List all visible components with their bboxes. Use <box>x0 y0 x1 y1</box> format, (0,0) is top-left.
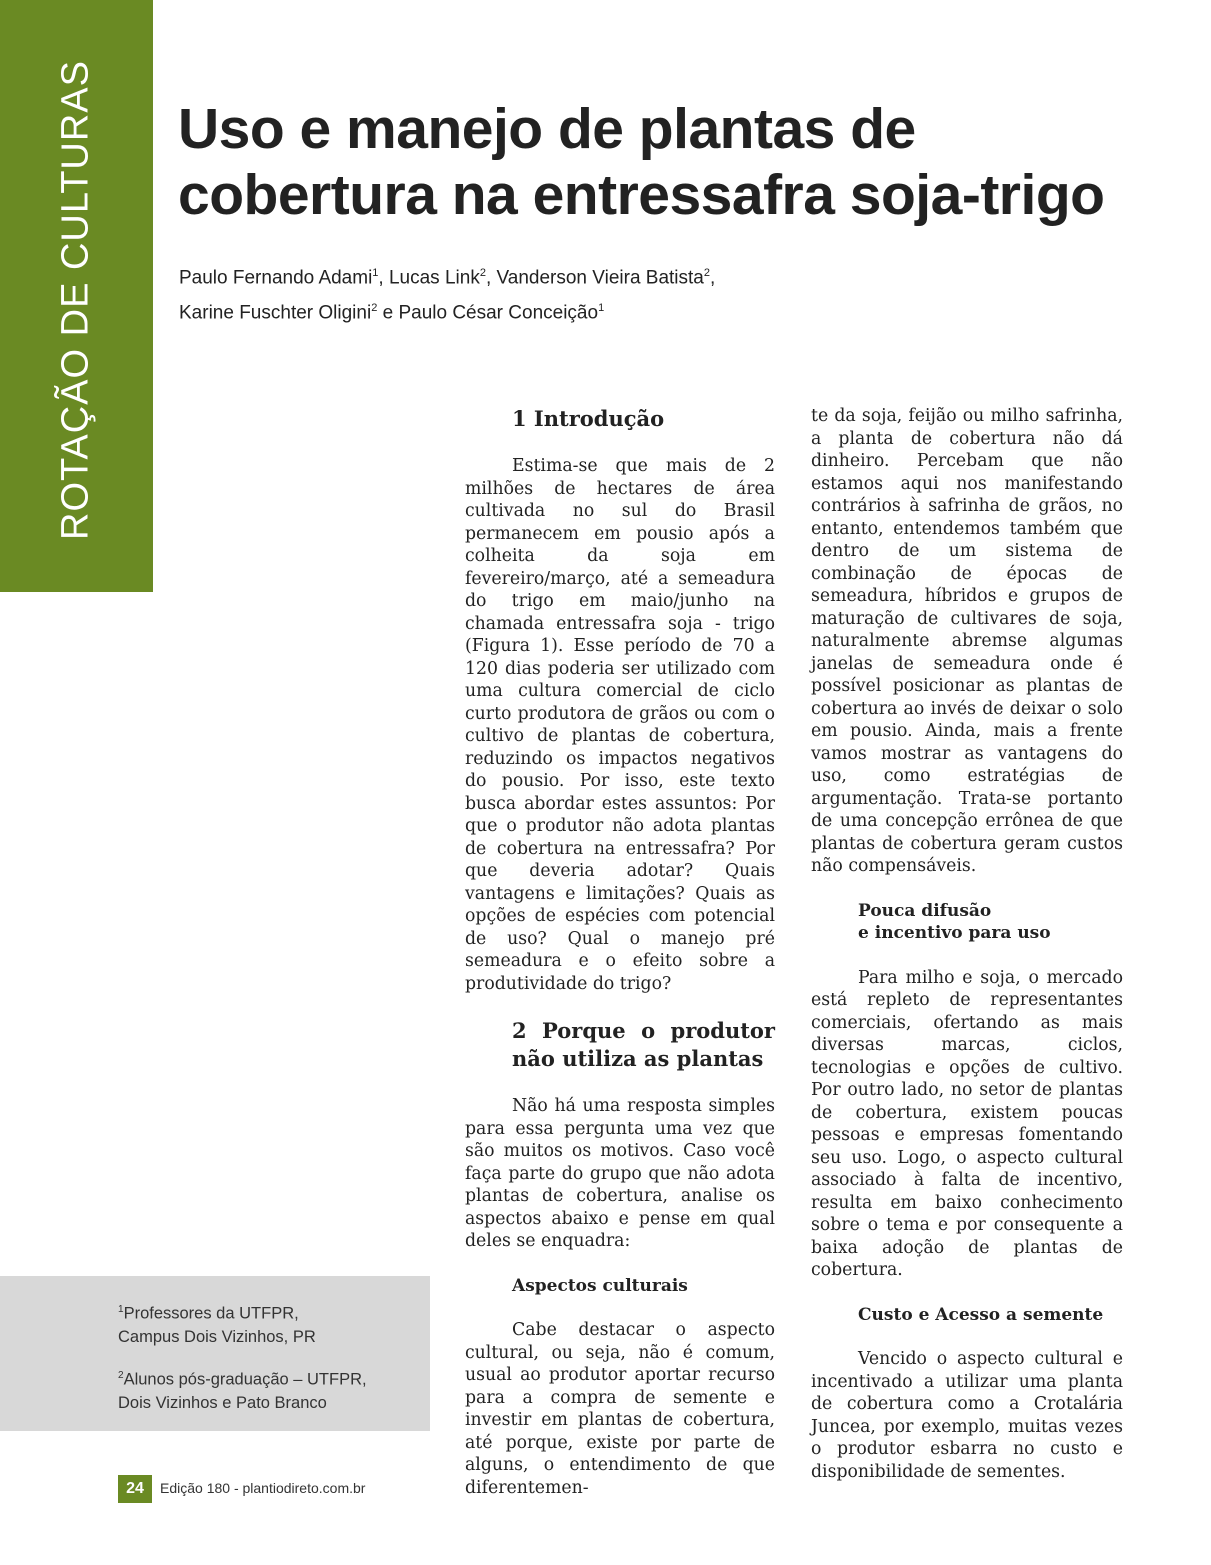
note-mark: 1 <box>118 1304 124 1315</box>
affiliation-note <box>118 1364 418 1415</box>
text-column-left <box>465 405 775 1499</box>
note-text: Alunos pós-graduação – UTFPR, <box>123 1370 367 1389</box>
article-title <box>178 96 1178 228</box>
note-mark: 2 <box>118 1370 124 1381</box>
note-text: Campus Dois Vizinhos, PR <box>118 1327 316 1346</box>
paragraph: Vencido o aspecto cultural e incentivado a utilizar uma planta de cobertura como a Crotalária Juncea, por exemplo, muitas vezes o produtor esbarra no custo e disponibilidade de sementes. <box>811 1349 1123 1482</box>
title-line-1: Uso e manejo de plantas de <box>178 97 916 161</box>
author-affiliation-mark: 1 <box>598 302 605 315</box>
note-text: Professores da UTFPR, <box>123 1304 299 1323</box>
author-affiliation-mark: 1 <box>372 267 379 279</box>
paragraph: Estima-se que mais de 2 milhões de hectares de área cultivada no sul do Brasil permanecem em pousio após a colheita da soja em fevereiro/março, até a semeadura do trigo em maio/junho na chamada entressafra soja - trigo (Figura 1). Esse período de 70 a 120 dias poderia ser utilizado com uma cultura comercial de ciclo curto produtora de grãos ou com o cultivo de plantas de cobertura, reduzindo os impactos negativos do pousio. Por isso, este texto busca abordar estes assuntos: Por que o produtor não adota plantas de cobertura na entressafra? Por que deveria adotar? Quais vantagens e limitações? Quais as opções de espécies com potencial de uso? Qual o manejo pré semeadura e o efeito sobre a produtividade do trigo? <box>465 456 775 994</box>
subsection-heading <box>811 900 1123 945</box>
section-tag: ROTAÇÃO DE CULTURAS <box>54 60 97 540</box>
author-name: , Lucas Link <box>378 267 480 289</box>
author-affiliation-mark: 2 <box>479 267 486 279</box>
author-list <box>179 258 879 329</box>
paragraph: Para milho e soja, o mercado está repleto de representantes comerciais, ofertando as mais diversas marcas, ciclos, tecnologias e opções de cultivo. Por outro lado, no setor de plantas de cobertura, existem poucas pessoas e empresas fomentando seu uso. Logo, o aspecto cultural associado à falta de incentivo, resulta em baixo conhecimento sobre o tema e por consequente a baixa adoção de plantas de cobertura. <box>811 967 1123 1280</box>
subsection-heading: Aspectos culturais <box>512 1275 688 1296</box>
title-line-2: cobertura na entressafra soja-trigo <box>178 163 1105 227</box>
author-name: Karine Fuschter Oligini <box>179 302 372 324</box>
footer-text: Edição 180 - plantiodireto.com.br <box>160 1480 366 1496</box>
page-number: 24 <box>118 1475 152 1503</box>
section-heading: 2 Porque o produtor não utiliza as plantas <box>512 1018 775 1071</box>
section-heading: 1 Introdução <box>512 406 665 431</box>
author-name: e Paulo César Conceição <box>377 302 599 324</box>
affiliation-note <box>118 1298 418 1349</box>
paragraph: Não há uma resposta simples para essa pergunta uma vez que são muitos os motivos. Caso você faça parte do grupo que não adota plantas de cobertura, analise os aspectos abaixo e pense em qual deles se enquadra: <box>465 1096 775 1251</box>
author-affiliation-mark: 2 <box>703 267 711 279</box>
paragraph: te da soja, feijão ou milho safrinha, a planta de cobertura não dá dinheiro. Percebam que não estamos aqui nos manifestando contrários à safrinha de grãos, no entanto, entendemos também que dentro de um sistema de combinação de épocas de semeadura, híbridos e grupos de maturação de cultivares de soja, naturalmente abremse algumas janelas de semeadura onde é possível posicionar as plantas de cobertura ao invés de deixar o solo em pousio. Ainda, mais a frente vamos mostrar as vantagens do uso, como estratégias de argumentação. Trata-se portanto de uma concepção errônea de que plantas de cobertura geram custos não compensáveis. <box>811 406 1123 876</box>
subsection-heading: Custo e Acesso a semente <box>858 1304 1104 1325</box>
section-tag-band <box>0 0 153 592</box>
subsection-heading-line: Pouca difusão <box>858 900 992 921</box>
author-name: , Vanderson Vieira Batista <box>485 267 704 289</box>
affiliation-notes <box>0 1276 430 1431</box>
author-separator: , <box>710 267 716 289</box>
note-text: Dois Vizinhos e Pato Branco <box>118 1393 327 1412</box>
subsection-heading-line: e incentivo para uso <box>858 923 1051 943</box>
author-affiliation-mark: 2 <box>371 302 378 315</box>
author-name: Paulo Fernando Adami <box>179 267 373 289</box>
text-column-right <box>811 405 1123 1483</box>
paragraph: Cabe destacar o aspecto cultural, ou seja, não é comum, usual ao produtor aportar recurso para a compra de semente e investir em plantas de cobertura, até porque, existe por parte de alguns, o entendimento de que diferentemen- <box>465 1320 775 1498</box>
